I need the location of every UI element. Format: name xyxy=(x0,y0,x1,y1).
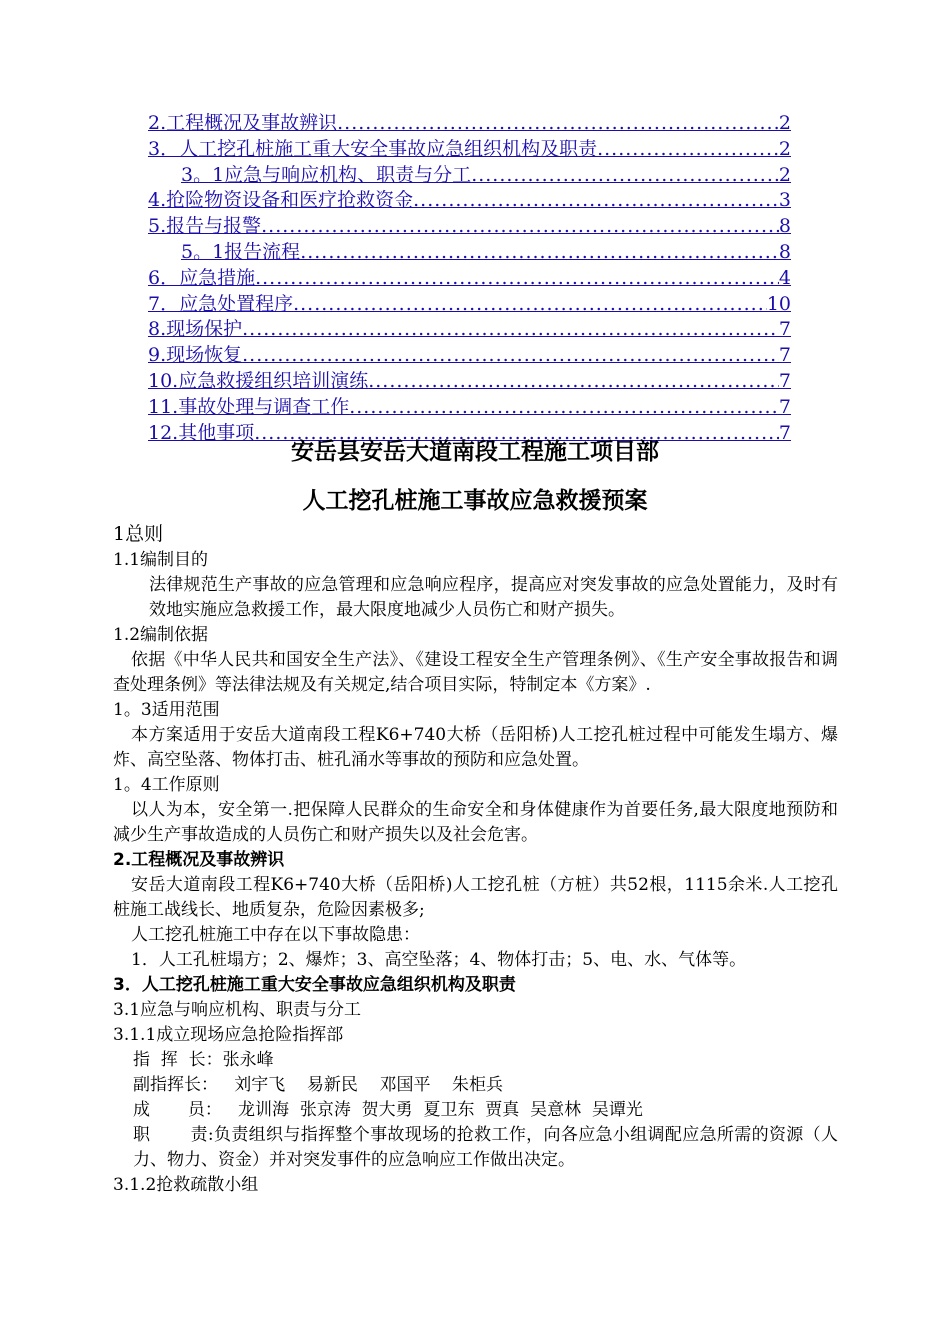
paragraph-hazards-list: 1．人工孔桩塌方；2、爆炸；3、高空坠落；4、物体打击；5、电、水、气体等。 xyxy=(131,950,747,970)
toc-entry-title[interactable]: 9.现场恢复 xyxy=(148,344,243,367)
commander-line: 指 挥 长：张永峰 xyxy=(133,1050,274,1070)
toc-entry[interactable] xyxy=(148,392,791,418)
toc-entry-title[interactable]: 4.抢险物资设备和医疗抢救资金 xyxy=(148,189,414,212)
paragraph-project-overview: 安岳大道南段工程K6+740大桥（岳阳桥)人工挖孔桩（方桩）共52根，1115余米.人工挖孔桩施工战线长、地质复杂，危险因素极多; xyxy=(113,875,838,920)
section-1-4-heading: 1。4工作原则 xyxy=(113,775,220,795)
toc-entry[interactable] xyxy=(148,237,791,263)
toc-entry-title[interactable]: 5。1报告流程 xyxy=(181,240,301,263)
section-3-1-2-heading: 3.1.2抢救疏散小组 xyxy=(113,1175,259,1195)
toc-dot-leader xyxy=(300,241,779,263)
toc-entry[interactable] xyxy=(148,108,791,134)
toc-entry[interactable] xyxy=(148,263,791,289)
toc-entry-page-number[interactable]: 7 xyxy=(778,421,791,444)
toc-entry-title[interactable]: 3。1应急与响应机构、职责与分工 xyxy=(181,163,472,186)
toc-entry-page-number[interactable]: 2 xyxy=(778,137,791,160)
paragraph-hazards-intro: 人工挖孔桩施工中存在以下事故隐患： xyxy=(131,925,420,945)
table-of-contents xyxy=(148,108,791,443)
toc-entry-page-number[interactable]: 7 xyxy=(778,395,791,418)
section-2-heading: 2.工程概况及事故辨识 xyxy=(113,850,285,870)
paragraph-basis: 依据《中华人民共和国安全生产法》、《建设工程安全生产管理条例》、《生产安全事故报告和调查处理条例》等法律法规及有关规定,结合项目实际，特制定本《方案》. xyxy=(113,650,838,695)
section-1-2-heading: 1.2编制依据 xyxy=(113,625,209,645)
toc-entry[interactable] xyxy=(148,314,791,340)
toc-entry-page-number[interactable]: 8 xyxy=(778,240,791,263)
document-organization-title: 安岳县安岳大道南段工程施工项目部 xyxy=(291,439,659,465)
toc-entry-title[interactable]: 3．人工挖孔桩施工重大安全事故应急组织机构及职责 xyxy=(148,137,598,160)
toc-dot-leader xyxy=(471,164,779,186)
toc-entry-title[interactable]: 7．应急处置程序 xyxy=(148,292,294,315)
toc-dot-leader xyxy=(242,318,779,340)
toc-entry-page-number[interactable]: 3 xyxy=(778,189,791,212)
toc-entry-page-number[interactable]: 4 xyxy=(778,266,791,289)
section-1-heading: 1总则 xyxy=(113,523,164,545)
toc-entry[interactable] xyxy=(148,340,791,366)
section-3-heading: 3．人工挖孔桩施工重大安全事故应急组织机构及职责 xyxy=(113,975,516,995)
toc-dot-leader xyxy=(255,267,779,289)
toc-entry-title[interactable]: 5.报告与报警 xyxy=(148,215,262,238)
toc-dot-leader xyxy=(349,396,779,418)
vice-commander-line: 副指挥长： 刘宇飞 易新民 邓国平 朱柜兵 xyxy=(133,1075,504,1095)
toc-dot-leader xyxy=(242,344,779,366)
toc-entry[interactable] xyxy=(148,160,791,186)
toc-entry[interactable] xyxy=(148,185,791,211)
toc-entry-page-number[interactable]: 7 xyxy=(778,344,791,367)
section-3-1-1-heading: 3.1.1成立现场应急抢险指挥部 xyxy=(113,1025,344,1045)
paragraph-scope: 本方案适用于安岳大道南段工程K6+740大桥（岳阳桥)人工挖孔桩过程中可能发生塌方、爆炸、高空坠落、物体打击、桩孔涌水等事故的预防和应急处置。 xyxy=(113,725,838,770)
toc-entry[interactable] xyxy=(148,134,791,160)
toc-dot-leader xyxy=(293,293,767,315)
toc-entry-title[interactable]: 2.工程概况及事故辨识 xyxy=(148,112,338,134)
document-body xyxy=(113,520,838,1198)
toc-dot-leader xyxy=(337,112,779,134)
toc-entry-page-number[interactable]: 10 xyxy=(766,292,791,315)
toc-dot-leader xyxy=(368,370,779,392)
paragraph-purpose: 法律规范生产事故的应急管理和应急响应程序，提高应对突发事故的应急处置能力，及时有效地实施应急救援工作，最大限度地减少人员伤亡和财产损失。 xyxy=(149,575,838,620)
paragraph-principles: 以人为本，安全第一.把保障人民群众的生命安全和身体健康作为首要任务,最大限度地预防和减少生产事故造成的人员伤亡和财产损失以及社会危害。 xyxy=(113,800,838,845)
section-1-3-heading: 1。3适用范围 xyxy=(113,700,220,720)
toc-entry-page-number[interactable]: 2 xyxy=(778,112,791,134)
document-main-title: 人工挖孔桩施工事故应急救援预案 xyxy=(302,488,648,514)
toc-dot-leader xyxy=(413,189,779,211)
toc-entry[interactable] xyxy=(148,289,791,315)
toc-entry-title[interactable]: 10.应急救援组织培训演练 xyxy=(148,369,369,392)
toc-entry-page-number[interactable]: 2 xyxy=(778,163,791,186)
toc-entry[interactable] xyxy=(148,366,791,392)
toc-dot-leader xyxy=(597,138,779,160)
section-3-1-heading: 3.1应急与响应机构、职责与分工 xyxy=(113,1000,362,1020)
toc-dot-leader xyxy=(261,215,779,237)
toc-entry-page-number[interactable]: 7 xyxy=(778,369,791,392)
toc-entry-title[interactable]: 6．应急措施 xyxy=(148,266,256,289)
toc-entry-title[interactable]: 11.事故处理与调查工作 xyxy=(148,395,350,418)
section-1-1-heading: 1.1编制目的 xyxy=(113,550,209,570)
members-line: 成 员： 龙训海 张京涛 贺大勇 夏卫东 贾真 吴意林 吴谭光 xyxy=(133,1100,643,1120)
duty-paragraph: 职 责:负责组织与指挥整个事故现场的抢救工作，向各应急小组调配应急所需的资源（人力、物力、资金）并对突发事件的应急响应工作做出决定。 xyxy=(133,1125,838,1170)
toc-entry-title[interactable]: 12.其他事项 xyxy=(148,421,255,444)
toc-entry-page-number[interactable]: 7 xyxy=(778,318,791,341)
toc-entry-title[interactable]: 8.现场保护 xyxy=(148,318,243,341)
toc-entry-page-number[interactable]: 8 xyxy=(778,215,791,238)
toc-entry[interactable] xyxy=(148,211,791,237)
